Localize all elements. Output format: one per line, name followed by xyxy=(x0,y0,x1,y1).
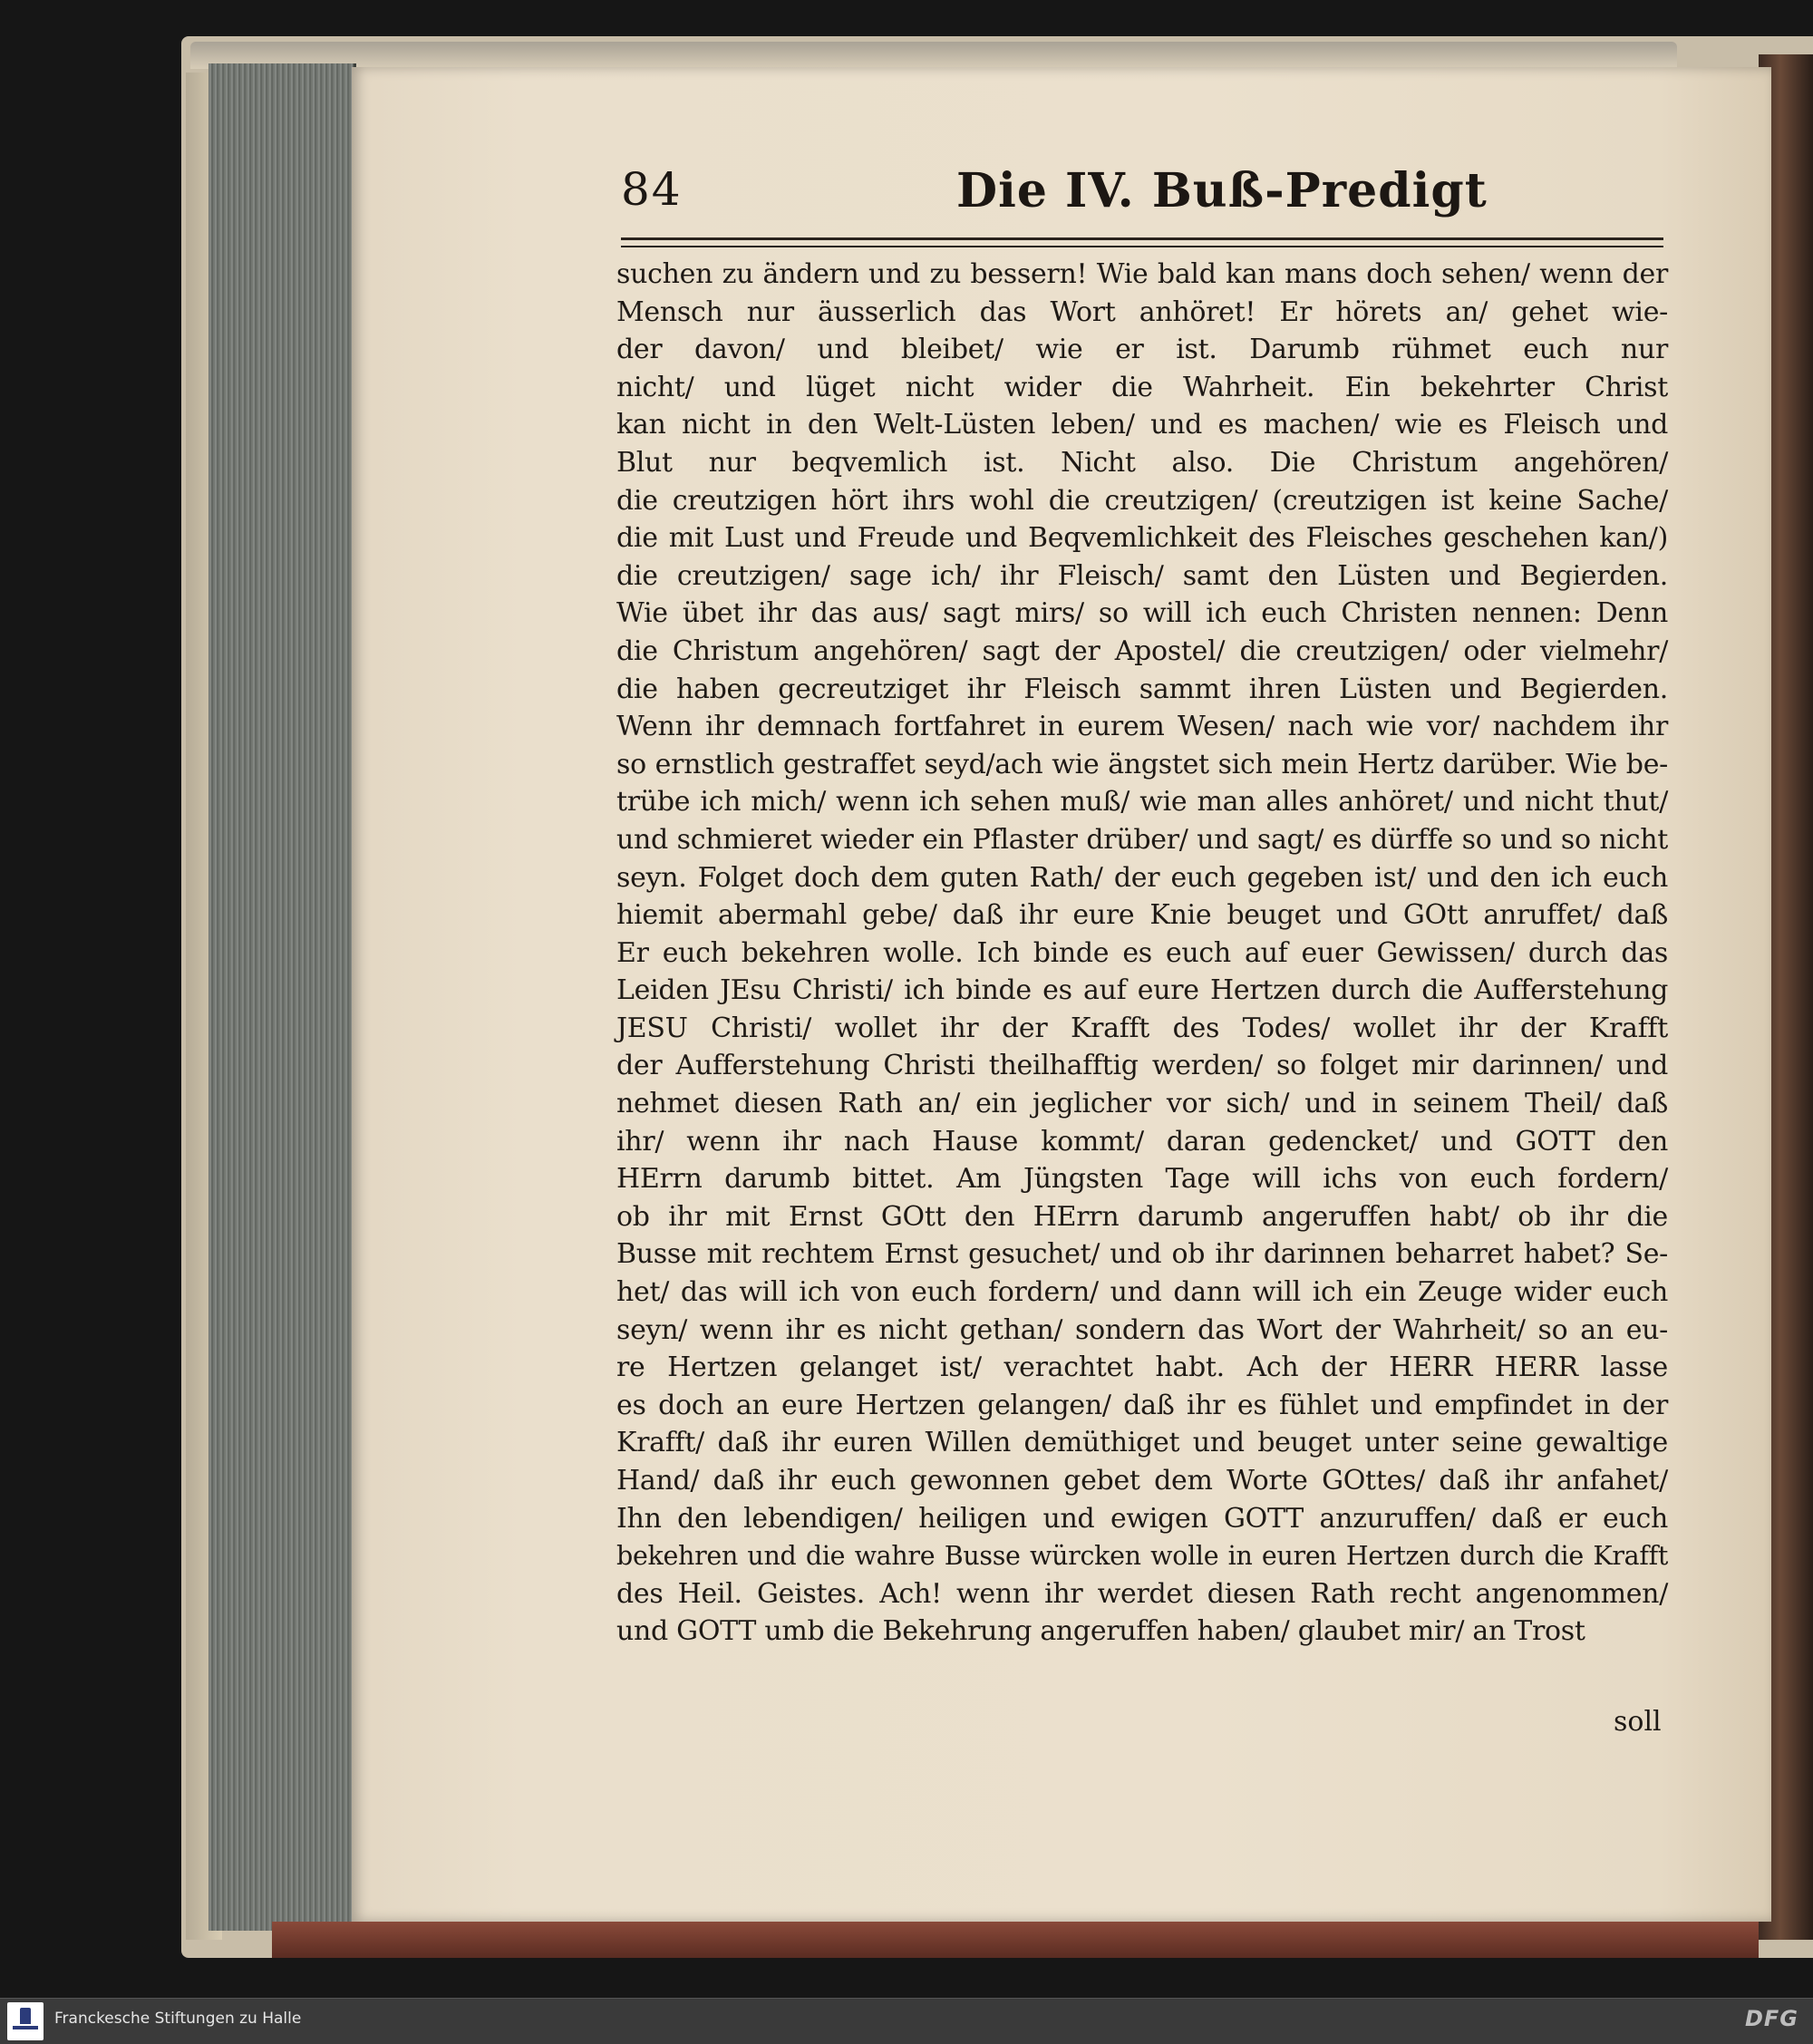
text-line: die haben gecreutziget ihr Fleisch sammt ihren Lüsten und Begierden. xyxy=(616,673,1668,705)
text-line: nicht/ und lüget nicht wider die Wahrheit. Ein bekehrter Christ xyxy=(616,371,1668,403)
text-line: trübe ich mich/ wenn ich sehen muß/ wie man alles anhöret/ und nicht thut/ xyxy=(616,786,1668,819)
text-line: HErrn darumb bittet. Am Jüngsten Tage will ichs von euch fordern/ xyxy=(616,1163,1668,1196)
book-top-edge xyxy=(190,42,1677,69)
header-rule xyxy=(621,237,1663,247)
page-stack-edges xyxy=(208,63,356,1931)
text-line: und schmieret wieder ein Pflaster drüber/ und sagt/ es dürffe so und so nicht xyxy=(616,823,1668,856)
text-line: re Hertzen gelanget ist/ verachtet habt. Ach der HERR HERR lasse xyxy=(616,1351,1668,1384)
text-line: die creutzigen hört ihrs wohl die creutzigen/ (creutzigen ist keine Sache/ xyxy=(616,484,1668,517)
text-line: ob ihr mit Ernst GOtt den HErrn darumb angeruffen habt/ ob ihr die xyxy=(616,1200,1668,1233)
page-header xyxy=(621,163,1663,227)
page-body-text xyxy=(616,256,1668,1651)
text-line: JESU Christi/ wollet ihr der Krafft des Todes/ wollet ihr der Krafft xyxy=(616,1012,1668,1044)
text-line: Krafft/ daß ihr euren Willen demüthiget und beuget unter seine gewaltige xyxy=(616,1427,1668,1459)
text-line: der davon/ und bleibet/ wie er ist. Darumb rühmet euch nur xyxy=(616,334,1668,366)
page-bottom-edge xyxy=(272,1922,1759,1958)
text-line: Mensch nur äusserlich das Wort anhöret! Er hörets an/ gehet wie- xyxy=(616,295,1668,328)
text-line: het/ das will ich von euch fordern/ und dann will ich ein Zeuge wider euch xyxy=(616,1276,1668,1309)
running-title: Die IV. Buß-Predigt xyxy=(956,163,1488,218)
text-line: kan nicht in den Welt-Lüsten leben/ und es machen/ wie es Fleisch und xyxy=(616,409,1668,441)
text-line: seyn/ wenn ihr es nicht gethan/ sondern das Wort der Wahrheit/ so an eu- xyxy=(616,1313,1668,1346)
text-line: Ihn den lebendigen/ heiligen und ewigen GOTT anzuruffen/ daß er euch xyxy=(616,1502,1668,1535)
text-line: nehmet diesen Rath an/ ein jeglicher vor sich/ und in seinem Theil/ daß xyxy=(616,1088,1668,1120)
text-line: Leiden JEsu Christi/ ich binde es auf eure Hertzen durch die Aufferstehung xyxy=(616,974,1668,1007)
page-number: 84 xyxy=(621,163,683,216)
text-line: die mit Lust und Freude und Beqvemlichkeit des Fleisches geschehen kan/) xyxy=(616,522,1668,555)
text-line: Busse mit rechtem Ernst gesuchet/ und ob ihr darinnen beharret habet? Se- xyxy=(616,1238,1668,1271)
dfg-logo[interactable]: DFG xyxy=(1744,2006,1798,2031)
text-line: ihr/ wenn ihr nach Hause kommt/ daran gedencket/ und GOTT den xyxy=(616,1125,1668,1158)
institution-name[interactable]: Franckesche Stiftungen zu Halle xyxy=(54,2010,302,2028)
text-line: die creutzigen/ sage ich/ ihr Fleisch/ samt den Lüsten und Begierden. xyxy=(616,559,1668,592)
text-line: Wenn ihr demnach fortfahret in eurem Wesen/ nach wie vor/ nachdem ihr xyxy=(616,711,1668,743)
text-line: Er euch bekehren wolle. Ich binde es euch auf euer Gewissen/ durch das xyxy=(616,936,1668,969)
text-line: Wie übet ihr das aus/ sagt mirs/ so will ich euch Christen nennen: Denn xyxy=(616,597,1668,630)
catchword: soll xyxy=(1614,1706,1662,1738)
text-line: die Christum angehören/ sagt der Apostel/ die creutzigen/ oder vielmehr/ xyxy=(616,635,1668,667)
viewer-footer xyxy=(0,1998,1813,2044)
text-line: suchen zu ändern und zu bessern! Wie bald kan mans doch sehen/ wenn der xyxy=(616,258,1668,290)
text-line: Hand/ daß ihr euch gewonnen gebet dem Worte GOttes/ daß ihr anfahet/ xyxy=(616,1465,1668,1497)
text-line: seyn. Folget doch dem guten Rath/ der euch gegeben ist/ und den ich euch xyxy=(616,861,1668,894)
text-line: bekehren und die wahre Busse würcken wolle in euren Hertzen durch die Krafft xyxy=(616,1541,1668,1572)
text-line: hiemit abermahl gebe/ daß ihr eure Knie beuget und GOtt anruffet/ daß xyxy=(616,899,1668,932)
francke-foundations-logo-icon[interactable] xyxy=(7,2002,44,2040)
text-line: so ernstlich gestraffet seyd/ach wie ängstet sich mein Hertz darüber. Wie be- xyxy=(616,748,1668,780)
text-line: des Heil. Geistes. Ach! wenn ihr werdet diesen Rath recht angenommen/ xyxy=(616,1577,1668,1610)
text-line: der Aufferstehung Christi theilhafftig werden/ so folget mir darinnen/ und xyxy=(616,1050,1668,1082)
text-line: es doch an eure Hertzen gelangen/ daß ihr es fühlet und empfindet in der xyxy=(616,1389,1668,1421)
text-line: Blut nur beqvemlich ist. Nicht also. Die Christum angehören/ xyxy=(616,446,1668,479)
text-line: und GOTT umb die Bekehrung angeruffen haben/ glaubet mir/ an Trost xyxy=(616,1615,1585,1648)
